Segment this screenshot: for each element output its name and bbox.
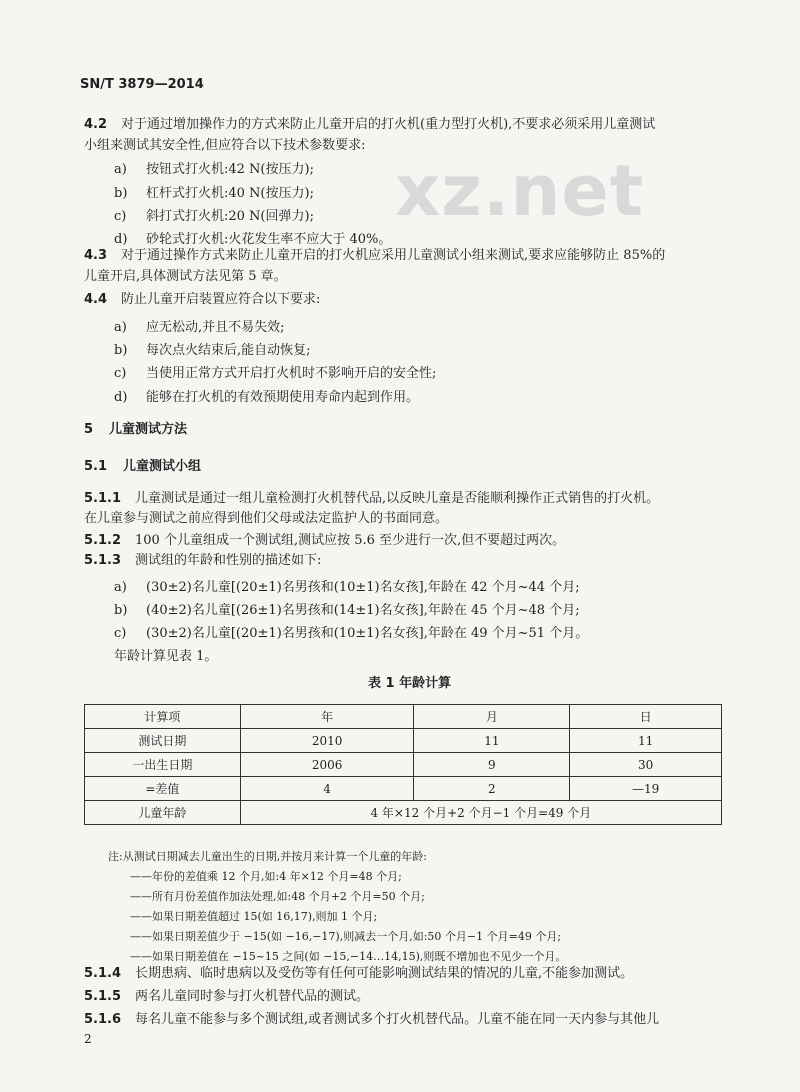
table-header-cell: 年 [240, 705, 414, 729]
clause-4-4 [84, 289, 320, 310]
section-title: 儿童测试小组 [123, 459, 202, 474]
table-note-line: ——所有月份差值作加法处理,如:48 个月+2 个月=50 个月; [130, 890, 425, 903]
section-number: 5.1 [84, 459, 108, 474]
list-item: a) 应无松动,并且不易失效; [114, 320, 285, 335]
clause-text: 每名儿童不能参与多个测试组,或者测试多个打火机替代品。儿童不能在同一天内参与其他儿 [135, 1012, 660, 1027]
list-item: b) (40±2)名儿童[(26±1)名男孩和(14±1)名女孩],年龄在 45 个月~48 个月; [114, 603, 580, 618]
clause-5-1-6 [84, 1009, 659, 1030]
table-cell: 30 [570, 753, 722, 777]
clause-4-2 [84, 114, 655, 135]
clause-number: 5.1.2 [84, 533, 122, 548]
table-note-line: ——年份的差值乘 12 个月,如:4 年×12 个月=48 个月; [130, 870, 402, 883]
table-row [85, 777, 722, 801]
table-cell: 4 [240, 777, 414, 801]
clause-number: 4.3 [84, 248, 108, 263]
clause-text: 两名儿童同时参与打火机替代品的测试。 [135, 989, 370, 1004]
table-row [85, 729, 722, 753]
section-5-1-heading [84, 455, 201, 474]
clause-text-cont: 年龄计算见表 1。 [114, 649, 218, 664]
list-item: d) 砂轮式打火机:火花发生率不应大于 40%。 [114, 232, 392, 247]
section-5-heading [84, 418, 187, 437]
table-row [85, 753, 722, 777]
table-header-row [85, 705, 722, 729]
clause-text: 儿童测试是通过一组儿童检测打火机替代品,以反映儿童是否能顺利操作正式销售的打火机。 [135, 491, 660, 506]
clause-text: 对于通过操作方式来防止儿童开启的打火机应采用儿童测试小组来测试,要求应能够防止 85%的 [121, 248, 666, 263]
clause-5-1-5 [84, 986, 369, 1007]
age-calculation-table [84, 704, 722, 825]
list-item: c) (30±2)名儿童[(20±1)名男孩和(10±1)名女孩],年龄在 49 个月~51 个月。 [114, 626, 589, 641]
page-header: SN/T 3879—2014 [80, 77, 204, 92]
clause-number: 4.2 [84, 117, 108, 132]
clause-4-3 [84, 245, 665, 266]
page-number: 2 [84, 1032, 92, 1046]
table-cell: 2 [414, 777, 570, 801]
table-cell: 测试日期 [85, 729, 241, 753]
table-row [85, 801, 722, 825]
clause-number: 5.1.1 [84, 491, 122, 506]
clause-text-cont: 小组来测试其安全性,但应符合以下技术参数要求: [84, 138, 366, 153]
table-cell: 11 [414, 729, 570, 753]
table-header-cell: 日 [570, 705, 722, 729]
clause-number: 5.1.3 [84, 553, 122, 568]
section-title: 儿童测试方法 [109, 422, 188, 437]
table-note-line: ——如果日期差值少于 −15(如 −16,−17),则减去一个月,如:50 个月−1 个月=49 个月; [130, 930, 562, 943]
list-item: a) 按钮式打火机:42 N(按压力); [114, 162, 314, 177]
clause-text: 长期患病、临时患病以及受伤等有任何可能影响测试结果的情况的儿童,不能参加测试。 [135, 966, 634, 981]
list-item: d) 能够在打火机的有效预期使用寿命内起到作用。 [114, 390, 420, 405]
clause-number: 5.1.4 [84, 966, 122, 981]
section-number: 5 [84, 422, 94, 437]
list-item: c) 当使用正常方式开启打火机时不影响开启的安全性; [114, 366, 437, 381]
clause-5-1-2 [84, 530, 565, 551]
watermark: xz.net [395, 150, 645, 232]
clause-5-1-3 [84, 550, 321, 571]
table-cell: 11 [570, 729, 722, 753]
list-item: b) 杠杆式打火机:40 N(按压力); [114, 186, 314, 201]
clause-number: 4.4 [84, 292, 108, 307]
list-item: a) (30±2)名儿童[(20±1)名男孩和(10±1)名女孩],年龄在 42 个月~44 个月; [114, 580, 580, 595]
clause-text-cont: 儿童开启,具体测试方法见第 5 章。 [84, 269, 287, 284]
list-item: b) 每次点火结束后,能自动恢复; [114, 343, 311, 358]
clause-number: 5.1.5 [84, 989, 122, 1004]
table-cell: 9 [414, 753, 570, 777]
clause-text: 对于通过增加操作力的方式来防止儿童开启的打火机(重力型打火机),不要求必须采用儿童测试 [121, 117, 656, 132]
table-header-cell: 月 [414, 705, 570, 729]
table-cell: —19 [570, 777, 722, 801]
clause-text: 100 个儿童组成一个测试组,测试应按 5.6 至少进行一次,但不要超过两次。 [135, 533, 566, 548]
clause-text-cont: 在儿童参与测试之前应得到他们父母或法定监护人的书面同意。 [84, 511, 449, 526]
list-item: c) 斜打式打火机:20 N(回弹力); [114, 209, 314, 224]
table-cell: =差值 [85, 777, 241, 801]
table-cell-merged: 4 年×12 个月+2 个月−1 个月=49 个月 [240, 801, 721, 825]
table-note-line: ——如果日期差值超过 15(如 16,17),则加 1 个月; [130, 910, 378, 923]
table-note-head: 注:从测试日期减去儿童出生的日期,并按月来计算一个儿童的年龄: [108, 850, 427, 863]
clause-5-1-1 [84, 488, 659, 509]
table-title: 表 1 年龄计算 [368, 676, 452, 691]
table-header-cell: 计算项 [85, 705, 241, 729]
table-note-line: ——如果日期差值在 −15~15 之间(如 −15,−14…14,15),则既不增加也不见少一个月。 [130, 950, 567, 963]
clause-text: 防止儿童开启装置应符合以下要求: [121, 292, 321, 307]
table-cell: 儿童年龄 [85, 801, 241, 825]
table-cell: 2006 [240, 753, 414, 777]
table-cell: 2010 [240, 729, 414, 753]
clause-text: 测试组的年龄和性别的描述如下: [135, 553, 322, 568]
clause-5-1-4 [84, 963, 633, 984]
clause-number: 5.1.6 [84, 1012, 122, 1027]
table-cell: 一出生日期 [85, 753, 241, 777]
